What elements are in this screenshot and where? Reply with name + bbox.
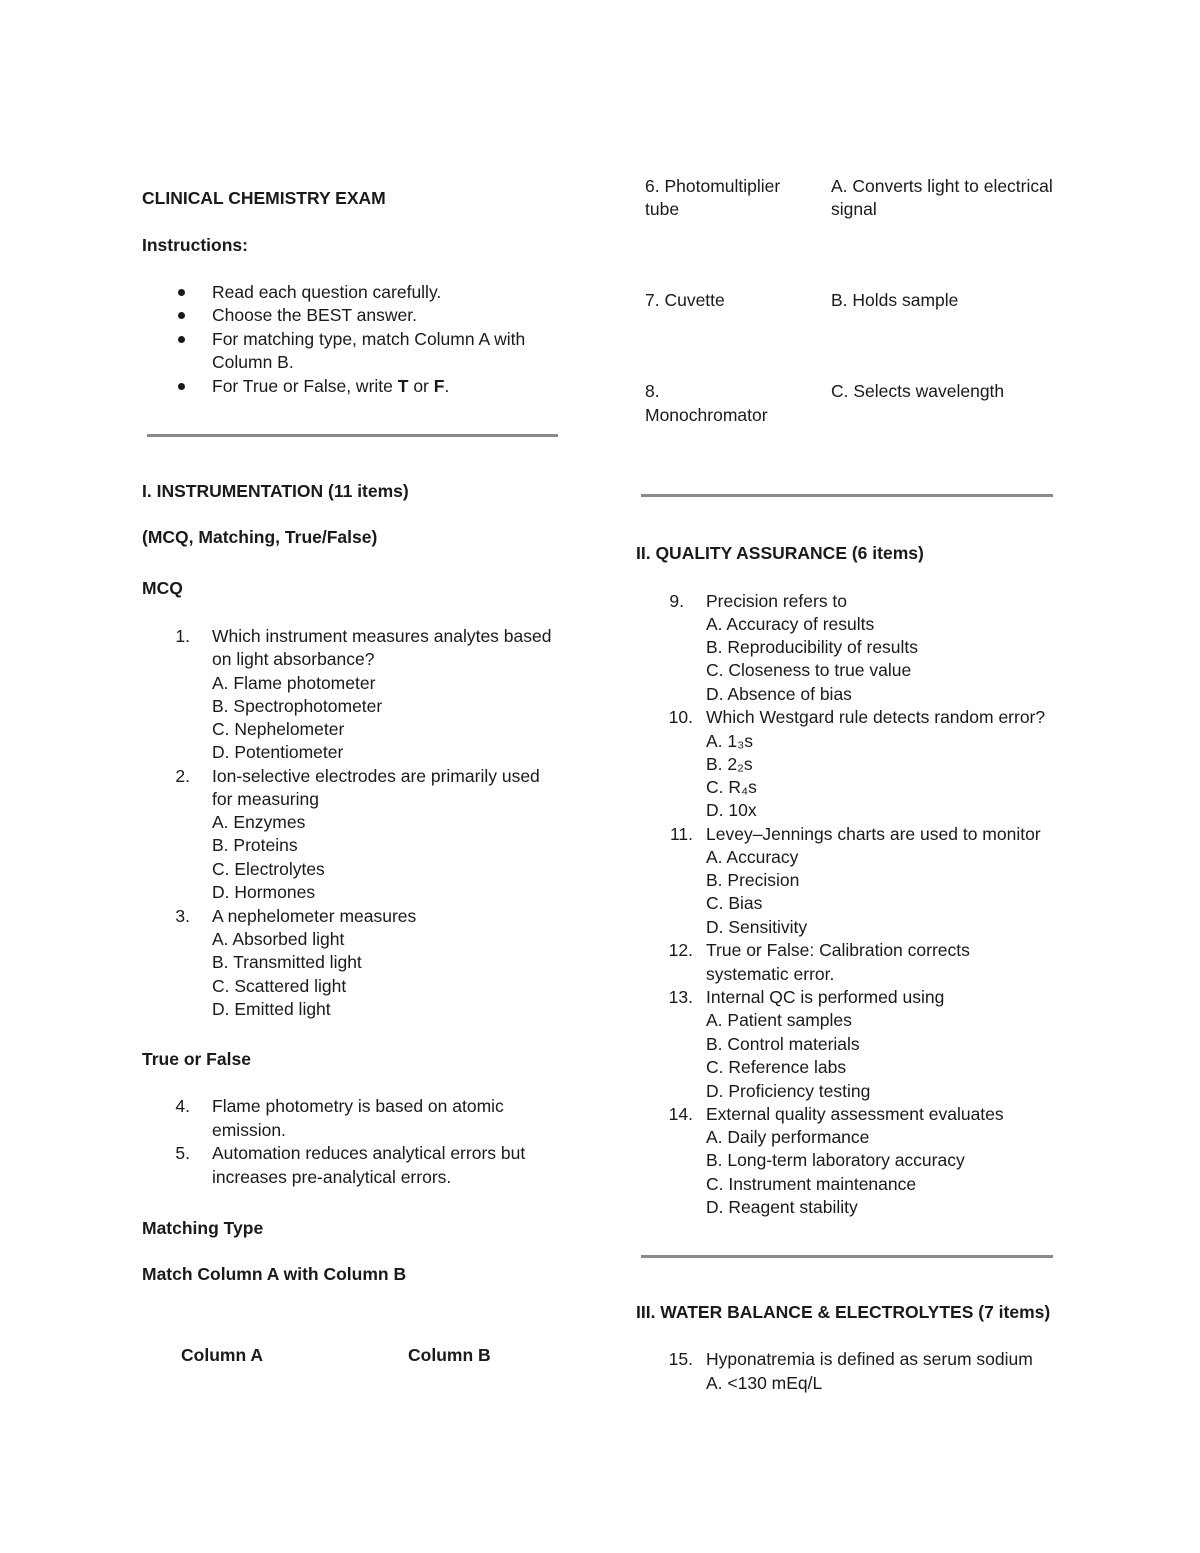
instruction-item-tf	[212, 375, 449, 398]
tf-text-post: .	[444, 376, 450, 396]
answer-option: D. Absence of bias	[706, 684, 852, 704]
column-a-item-cont: tube	[645, 199, 680, 219]
answer-option: D. Potentiometer	[212, 742, 344, 762]
question-text: Internal QC is performed using	[706, 987, 945, 1007]
section1-subheading: (MCQ, Matching, True/False)	[142, 527, 378, 547]
question-number: 15.	[668, 1349, 693, 1369]
column-b-header: Column B	[408, 1345, 491, 1365]
answer-option: C. Instrument maintenance	[706, 1174, 917, 1194]
question-text: Which instrument measures analytes based	[212, 626, 552, 646]
question-text: on light absorbance?	[212, 649, 375, 669]
column-b-item: C. Selects wavelength	[831, 381, 1005, 401]
instructions-heading: Instructions:	[142, 235, 248, 255]
instruction-item: Choose the BEST answer.	[212, 305, 417, 325]
section3-heading: III. WATER BALANCE & ELECTROLYTES (7 items)	[636, 1302, 1051, 1322]
answer-option: C. Bias	[706, 893, 763, 913]
answer-option: C. Nephelometer	[212, 719, 345, 739]
question-number: 9.	[669, 591, 684, 611]
section1-heading: I. INSTRUMENTATION (11 items)	[142, 481, 409, 501]
bullet-icon	[178, 336, 185, 343]
answer-option: D. Reagent stability	[706, 1197, 858, 1217]
answer-option: A. Flame photometer	[212, 673, 376, 693]
divider	[641, 494, 1053, 497]
tf-heading: True or False	[142, 1049, 251, 1069]
column-a-header: Column A	[181, 1345, 263, 1365]
answer-option: C. R₄s	[706, 777, 757, 797]
answer-option: B. Spectrophotometer	[212, 696, 383, 716]
answer-option: D. Sensitivity	[706, 917, 808, 937]
question-number: 1.	[175, 626, 190, 646]
question-text: Automation reduces analytical errors but	[212, 1143, 526, 1163]
answer-option: B. Reproducibility of results	[706, 637, 919, 657]
answer-option: B. 2₂s	[706, 754, 753, 774]
question-text: Levey–Jennings charts are used to monitor	[706, 824, 1041, 844]
answer-option: C. Reference labs	[706, 1057, 847, 1077]
question-text: True or False: Calibration corrects	[706, 940, 970, 960]
answer-option: D. Hormones	[212, 882, 316, 902]
question-number: 11.	[669, 824, 693, 844]
tf-text-mid: or	[408, 376, 434, 396]
question-text: Flame photometry is based on atomic	[212, 1096, 504, 1116]
tf-text-pre: For True or False, write	[212, 376, 398, 396]
answer-option: A. Absorbed light	[212, 929, 345, 949]
section2-heading: II. QUALITY ASSURANCE (6 items)	[636, 543, 924, 563]
instruction-item: Read each question carefully.	[212, 282, 442, 302]
bullet-icon	[178, 289, 185, 296]
question-text: for measuring	[212, 789, 319, 809]
answer-option: D. 10x	[706, 800, 757, 820]
question-text: increases pre-analytical errors.	[212, 1167, 452, 1187]
answer-option: B. Transmitted light	[212, 952, 362, 972]
bullet-icon	[178, 383, 185, 390]
question-number: 10.	[668, 707, 693, 727]
question-text: systematic error.	[706, 964, 835, 984]
answer-option: C. Closeness to true value	[706, 660, 912, 680]
answer-option: D. Proficiency testing	[706, 1081, 871, 1101]
column-b-item: B. Holds sample	[831, 290, 959, 310]
exam-title: CLINICAL CHEMISTRY EXAM	[142, 188, 386, 208]
question-text: A nephelometer measures	[212, 906, 417, 926]
matching-instruction: Match Column A with Column B	[142, 1264, 407, 1284]
answer-option: A. Enzymes	[212, 812, 306, 832]
column-b-item-cont: signal	[831, 199, 877, 219]
question-text: Hyponatremia is defined as serum sodium	[706, 1349, 1033, 1369]
question-number: 14.	[668, 1104, 693, 1124]
matching-heading: Matching Type	[142, 1218, 264, 1238]
question-text: Precision refers to	[706, 591, 848, 611]
column-a-item: 7. Cuvette	[645, 290, 725, 310]
answer-option: A. 1₃s	[706, 731, 754, 751]
question-text: emission.	[212, 1120, 286, 1140]
question-number: 3.	[175, 906, 190, 926]
divider	[641, 1255, 1053, 1258]
tf-letter-t: T	[397, 376, 409, 396]
answer-option: C. Scattered light	[212, 976, 347, 996]
column-a-item: 8.	[645, 381, 660, 401]
question-text: Which Westgard rule detects random error?	[706, 707, 1046, 727]
question-number: 2.	[175, 766, 190, 786]
instruction-item: For matching type, match Column A with	[212, 329, 526, 349]
column-a-item: 6. Photomultiplier	[645, 176, 781, 196]
answer-option: B. Control materials	[706, 1034, 860, 1054]
question-text: Ion-selective electrodes are primarily used	[212, 766, 540, 786]
column-a-item-cont: Monochromator	[645, 405, 768, 425]
question-number: 13.	[668, 987, 693, 1007]
column-b-item: A. Converts light to electrical	[831, 176, 1053, 196]
answer-option: A. <130 mEq/L	[706, 1373, 823, 1393]
answer-option: A. Accuracy	[706, 847, 799, 867]
answer-option: B. Proteins	[212, 835, 298, 855]
divider	[147, 434, 558, 437]
question-number: 5.	[175, 1143, 190, 1163]
answer-option: A. Daily performance	[706, 1127, 870, 1147]
tf-letter-f: F	[433, 376, 445, 396]
answer-option: A. Patient samples	[706, 1010, 852, 1030]
mcq-heading: MCQ	[142, 578, 183, 598]
question-number: 4.	[175, 1096, 190, 1116]
answer-option: D. Emitted light	[212, 999, 331, 1019]
answer-option: B. Long-term laboratory accuracy	[706, 1150, 965, 1170]
instruction-item-cont: Column B.	[212, 352, 294, 372]
question-number: 12.	[668, 940, 693, 960]
answer-option: A. Accuracy of results	[706, 614, 875, 634]
answer-option: B. Precision	[706, 870, 800, 890]
answer-option: C. Electrolytes	[212, 859, 325, 879]
question-text: External quality assessment evaluates	[706, 1104, 1004, 1124]
bullet-icon	[178, 312, 185, 319]
